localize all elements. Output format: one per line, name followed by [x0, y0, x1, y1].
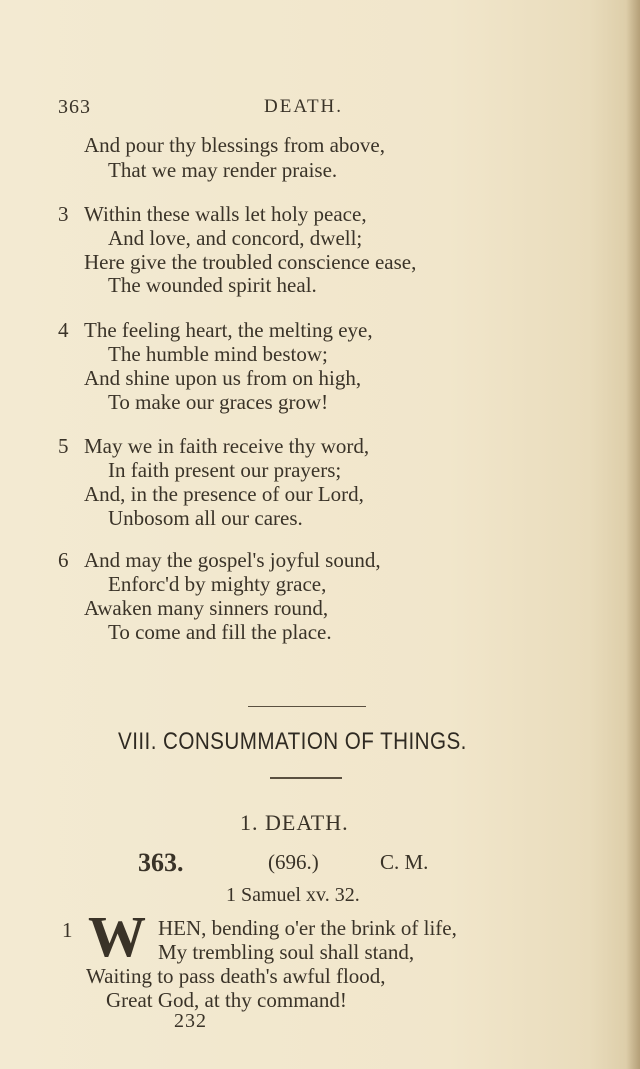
- stanza-line: And, in the presence of our Lord,: [84, 482, 364, 506]
- verse-line: Great God, at thy command!: [106, 988, 347, 1012]
- stanza-line: Awaken many sinners round,: [84, 596, 329, 620]
- stanza-line: And love, and concord, dwell;: [108, 226, 363, 250]
- stanza-line: And may the gospel's joyful sound,: [84, 548, 381, 572]
- stanza-line: Enforc'd by mighty grace,: [108, 572, 327, 596]
- drop-cap: W: [88, 904, 146, 969]
- section-rule-top: [248, 706, 366, 707]
- stanza-line: Here give the troubled conscience ease,: [84, 250, 417, 274]
- stanza-line: The feeling heart, the melting eye,: [84, 318, 373, 342]
- stanza-line: Within these walls let holy peace,: [84, 202, 367, 226]
- scripture-reference: 1 Samuel xv. 32.: [226, 884, 360, 906]
- page-number: 363: [58, 96, 91, 118]
- stanza-line: May we in faith receive thy word,: [84, 434, 370, 458]
- hymn-number: 363.: [138, 848, 184, 877]
- verse-number: 1: [62, 918, 73, 942]
- stanza-line: Unbosom all our cares.: [108, 506, 303, 530]
- stanza-line: The wounded spirit heal.: [108, 273, 317, 297]
- section-title: VIII. CONSUMMATION OF THINGS.: [118, 728, 467, 755]
- section-rule-bottom: [270, 777, 342, 779]
- stanza-line: In faith present our prayers;: [108, 458, 342, 482]
- stanza-line: To come and fill the place.: [108, 620, 332, 644]
- stanza-number: 3: [58, 202, 69, 226]
- continuation-line: And pour thy blessings from above,: [84, 133, 385, 157]
- stanza-line: The humble mind bestow;: [108, 342, 328, 366]
- verse-line: HEN, bending o'er the brink of life,: [158, 916, 457, 940]
- page-header: [58, 96, 458, 122]
- stanza-number: 5: [58, 434, 69, 458]
- hymn-alt-number: (696.): [268, 850, 319, 874]
- running-title: DEATH.: [264, 96, 344, 117]
- continuation-line: That we may render praise.: [108, 158, 338, 182]
- verse-line: Waiting to pass death's awful flood,: [86, 964, 386, 988]
- hymn-meter: C. M.: [380, 850, 429, 874]
- page-edge-shadow: [626, 0, 640, 1069]
- stanza-number: 4: [58, 318, 69, 342]
- signature-mark: 232: [174, 1010, 207, 1032]
- subsection-title: 1. DEATH.: [240, 810, 349, 835]
- stanza-line: To make our graces grow!: [108, 390, 329, 414]
- stanza-number: 6: [58, 548, 69, 572]
- stanza-line: And shine upon us from on high,: [84, 366, 362, 390]
- verse-line: My trembling soul shall stand,: [158, 940, 415, 964]
